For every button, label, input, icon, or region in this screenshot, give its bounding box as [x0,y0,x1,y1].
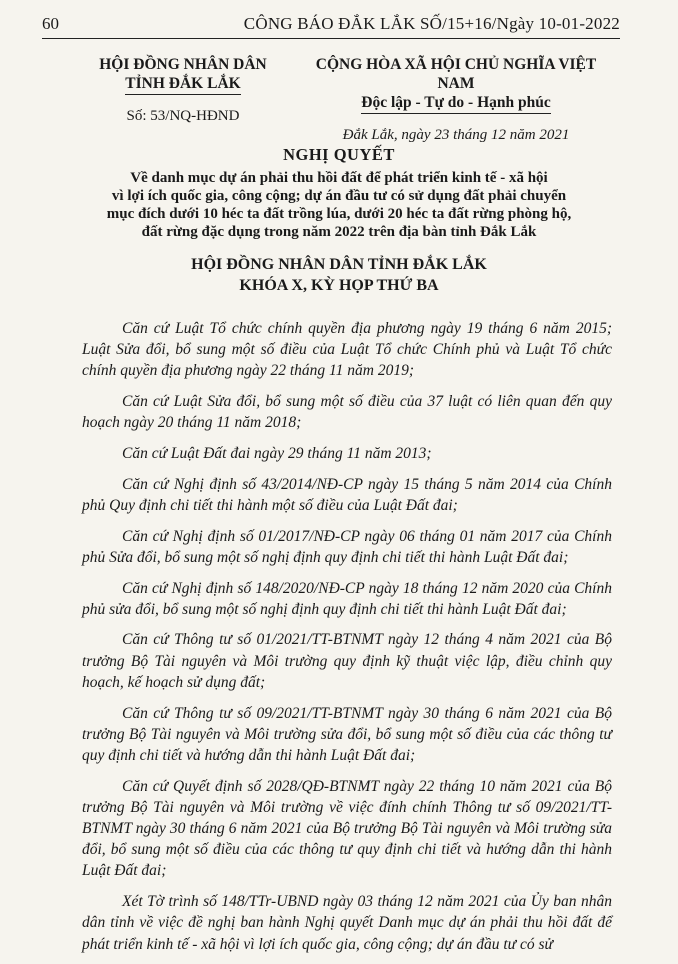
legal-basis-paragraph: Căn cứ Thông tư số 01/2021/TT-BTNMT ngày 12 tháng 4 năm 2021 của Bộ trưởng Bộ Tài nguyên và Môi trường quy định kỹ thuật việc lập, điều chỉnh quy hoạch, kế hoạch sử dụng đất; [82,631,612,691]
legal-basis-paragraph: Căn cứ Nghị định số 01/2017/NĐ-CP ngày 06 tháng 01 năm 2017 của Chính phủ Sửa đổi, bổ sung một số nghị định quy định chi tiết thi hành Luật Đất đai; [82,527,612,566]
document-number: Số: 53/NQ-HĐND [126,108,240,124]
legal-basis-paragraph: Căn cứ Nghị định số 148/2020/NĐ-CP ngày 18 tháng 12 năm 2020 của Chính phủ sửa đổi, bổ sung một số nghị định quy định chi tiết thi hành Luật Đất đai; [82,579,612,618]
legal-basis-paragraph: Căn cứ Luật Tổ chức chính quyền địa phương ngày 19 tháng 6 năm 2015; Luật Sửa đổi, bổ sung một số điều của Luật Tổ chức Chính phủ và Luật Tổ chức chính quyền địa phương ngày 22 tháng 11 năm 2019; [82,320,612,380]
consideration-paragraph: Xét Tờ trình số 148/TTr-UBND ngày 03 tháng 12 năm 2021 của Ủy ban nhân dân tỉnh về việc đề nghị ban hành Nghị quyết Danh mục dự án phải thu hồi đất để phát triển kinh tế - xã hội vì lợi ích quốc gia, công cộng; dự án đầu tư có sử [82,893,612,953]
document-type: NGHỊ QUYẾT [283,145,395,164]
legal-basis-paragraph: Căn cứ Luật Đất đai ngày 29 tháng 11 năm 2013; [122,445,432,463]
legal-basis-paragraph: Căn cứ Thông tư số 09/2021/TT-BTNMT ngày 30 tháng 6 năm 2021 của Bộ trưởng Bộ Tài nguyên và Môi trường sửa đổi, bổ sung một số điều của các thông tư quy định chi tiết và hướng dẫn thi hành Luật Đất đai; [82,704,612,764]
council-name: HỘI ĐỒNG NHÂN DÂN TỈNH ĐẮK LẮK [191,256,487,273]
running-header [42,12,620,39]
subject-line: vì lợi ích quốc gia, công cộng; dự án đầu tư có sử dụng đất phải chuyển [111,188,567,204]
council-block [70,254,608,296]
nation-motto: Độc lập - Tự do - Hạnh phúc [361,93,550,114]
legal-basis-paragraph: Căn cứ Nghị định số 43/2014/NĐ-CP ngày 15 tháng 5 năm 2014 của Chính phủ Quy định chi tiết thi hành một số điều của Luật Đất đai; [82,475,612,514]
issuer-block [88,55,278,125]
gazette-title: CÔNG BÁO ĐẮK LẮK SỐ/15+16/Ngày 10-01-2022 [243,14,620,33]
title-block [70,145,608,241]
subject-line: đất rừng đặc dụng trong năm 2022 trên địa bàn tỉnh Đắk Lắk [141,224,537,240]
legal-basis-paragraph: Căn cứ Quyết định số 2028/QĐ-BTNMT ngày 22 tháng 10 năm 2021 của Bộ trưởng Bộ Tài nguyên và Môi trường về việc đính chính Thông tư số 09/2021/TT-BTNMT ngày 30 tháng 6 năm 2021 của Bộ trưởng Bộ Tài nguyên và Môi trường sửa đổi, bổ sung một số điều của các thông tư quy định chi tiết và hướng dẫn thi hành Luật Đất đai; [82,777,612,880]
body-text [82,318,612,964]
issuer-province: TỈNH ĐẮK LẮK [125,74,240,95]
council-session: KHÓA X, KỲ HỌP THỨ BA [239,277,439,294]
subject-line: mục đích dưới 10 héc ta đất trồng lúa, dưới 20 héc ta đất rừng phòng hộ, [106,206,572,222]
nation-name: CỘNG HÒA XÃ HỘI CHỦ NGHĨA VIỆT NAM [315,56,597,92]
subject-line: Về danh mục dự án phải thu hồi đất để phát triển kinh tế - xã hội [130,170,548,186]
nation-block [296,55,616,144]
issuer-name: HỘI ĐỒNG NHÂN DÂN [99,56,267,73]
place-date: Đắk Lắk, ngày 23 tháng 12 năm 2021 [342,127,570,143]
legal-basis-paragraph: Căn cứ Luật Sửa đổi, bổ sung một số điều của 37 luật có liên quan đến quy hoạch ngày 20 tháng 11 năm 2018; [82,393,612,432]
page-number: 60 [42,14,59,33]
